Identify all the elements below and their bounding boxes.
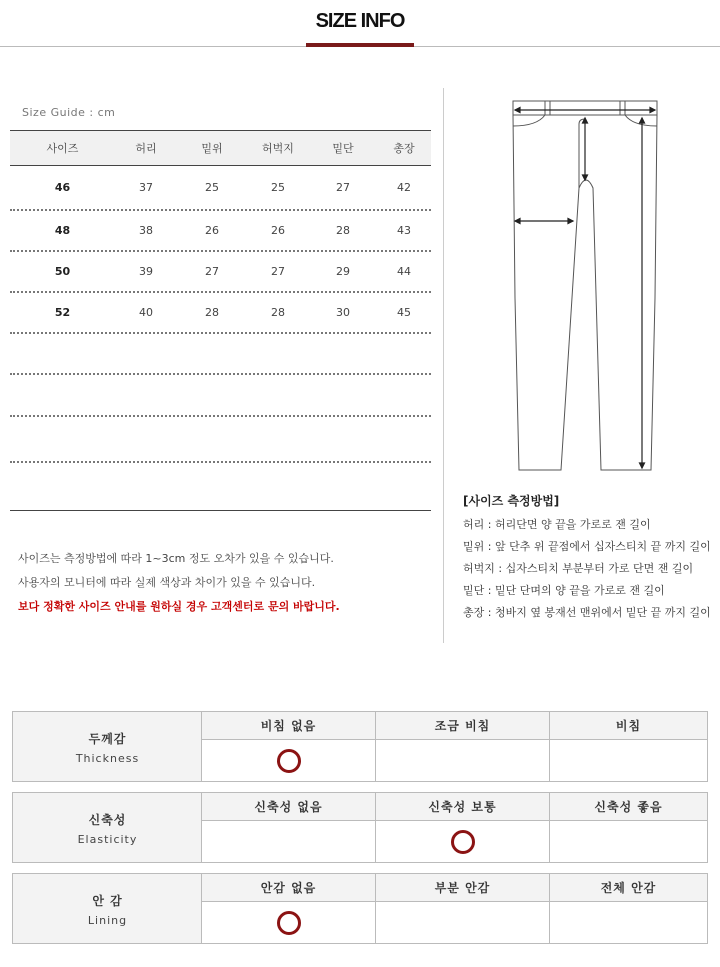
table-row <box>10 293 431 334</box>
table-cell: 26 <box>205 224 219 237</box>
col-header-hem: 밑단 <box>332 142 354 155</box>
table-row <box>10 211 431 252</box>
col-header-rise: 밑위 <box>201 142 223 155</box>
option-cell <box>550 821 707 862</box>
attribute-option <box>550 793 707 862</box>
attribute-label-en: Thickness <box>75 752 140 765</box>
size-table-header <box>10 130 431 166</box>
option-cell <box>202 821 375 862</box>
option-label: 조금 비침 <box>376 712 549 740</box>
table-cell: 28 <box>271 306 285 319</box>
selected-circle-icon <box>277 749 301 773</box>
option-label: 부분 안감 <box>376 874 549 902</box>
attribute-option <box>202 874 376 943</box>
table-cell: 44 <box>397 265 411 278</box>
table-cell: 39 <box>139 265 153 278</box>
table-cell: 48 <box>54 224 71 237</box>
attribute-label <box>13 793 202 862</box>
option-label: 안감 없음 <box>202 874 375 902</box>
table-row <box>10 252 431 293</box>
option-label: 비침 <box>550 712 707 740</box>
attribute-label <box>13 874 202 943</box>
option-label: 신축성 좋음 <box>550 793 707 821</box>
table-cell: 27 <box>205 265 219 278</box>
table-cell: 27 <box>271 265 285 278</box>
attribute-thickness <box>12 711 708 782</box>
note-line: 사이즈는 측정방법에 따라 1~3cm 정도 오차가 있을 수 있습니다. <box>18 552 334 565</box>
note-line: 사용자의 모니터에 따라 실제 색상과 차이가 있을 수 있습니다. <box>18 576 316 589</box>
table-cell: 30 <box>336 306 350 319</box>
table-cell: 28 <box>336 224 350 237</box>
table-cell: 42 <box>397 181 411 194</box>
page-title: SIZE INFO <box>315 10 405 32</box>
table-row <box>10 375 431 417</box>
attribute-label-ko: 안 감 <box>92 894 123 908</box>
attribute-label-ko: 신축성 <box>88 813 127 827</box>
attribute-option <box>202 793 376 862</box>
method-line: 허리 : 허리단면 양 끝을 가로로 잰 길이 <box>463 518 651 531</box>
table-cell: 38 <box>139 224 153 237</box>
col-header-waist: 허리 <box>135 142 157 155</box>
measurement-method <box>463 492 711 627</box>
size-notes <box>18 551 340 623</box>
table-bottom-border <box>10 510 431 511</box>
table-cell: 27 <box>336 181 350 194</box>
table-cell: 50 <box>54 265 71 278</box>
option-cell <box>202 902 375 943</box>
option-label: 신축성 보통 <box>376 793 549 821</box>
table-cell: 46 <box>54 181 71 194</box>
size-guide-label: Size Guide : cm <box>22 106 116 119</box>
method-line: 허벅지 : 십자스티치 부분부터 가로 단면 잰 길이 <box>463 562 694 575</box>
option-cell <box>550 740 707 781</box>
selected-circle-icon <box>451 830 475 854</box>
attribute-label-en: Lining <box>87 914 128 927</box>
attribute-label-ko: 두께감 <box>88 732 127 746</box>
attribute-elasticity <box>12 792 708 863</box>
page-header <box>0 0 720 47</box>
option-label: 비침 없음 <box>202 712 375 740</box>
method-line: 밑단 : 밑단 단며의 양 끝을 가로로 잰 길이 <box>463 584 665 597</box>
attribute-label <box>13 712 202 781</box>
table-cell: 40 <box>139 306 153 319</box>
table-cell: 26 <box>271 224 285 237</box>
option-label: 신축성 없음 <box>202 793 375 821</box>
note-highlight: 보다 정확한 사이즈 안내를 원하실 경우 고객센터로 문의 바랍니다. <box>18 600 340 613</box>
option-cell <box>550 902 707 943</box>
title-underline <box>306 43 414 47</box>
attribute-option <box>202 712 376 781</box>
table-cell: 43 <box>397 224 411 237</box>
table-cell: 29 <box>336 265 350 278</box>
option-cell <box>376 821 549 862</box>
selected-circle-icon <box>277 911 301 935</box>
table-cell: 28 <box>205 306 219 319</box>
method-line: 총장 : 청바지 옆 봉재선 맨위에서 밑단 끝 까지 길이 <box>463 606 711 619</box>
table-cell: 25 <box>205 181 219 194</box>
table-cell: 52 <box>54 306 71 319</box>
table-cell: 37 <box>139 181 153 194</box>
vertical-divider <box>443 88 444 643</box>
option-label: 전체 안감 <box>550 874 707 902</box>
attribute-option <box>376 874 550 943</box>
table-cell: 25 <box>271 181 285 194</box>
method-title: [사이즈 측정방법] <box>463 494 560 508</box>
attribute-option <box>550 874 707 943</box>
size-table <box>10 130 431 463</box>
col-header-size: 사이즈 <box>46 142 79 155</box>
pants-measurement-diagram <box>505 98 665 478</box>
attribute-option <box>550 712 707 781</box>
method-line: 밑위 : 앞 단추 위 끝점에서 십자스티치 끝 까지 길이 <box>463 540 711 553</box>
table-row <box>10 417 431 463</box>
table-cell: 45 <box>397 306 411 319</box>
col-header-length: 총장 <box>393 142 415 155</box>
option-cell <box>376 740 549 781</box>
option-cell <box>376 902 549 943</box>
attribute-option <box>376 712 550 781</box>
table-row <box>10 334 431 375</box>
attribute-lining <box>12 873 708 944</box>
col-header-thigh: 허벅지 <box>262 142 294 155</box>
attribute-option <box>376 793 550 862</box>
attribute-label-en: Elasticity <box>77 833 138 846</box>
option-cell <box>202 740 375 781</box>
table-row <box>10 166 431 211</box>
